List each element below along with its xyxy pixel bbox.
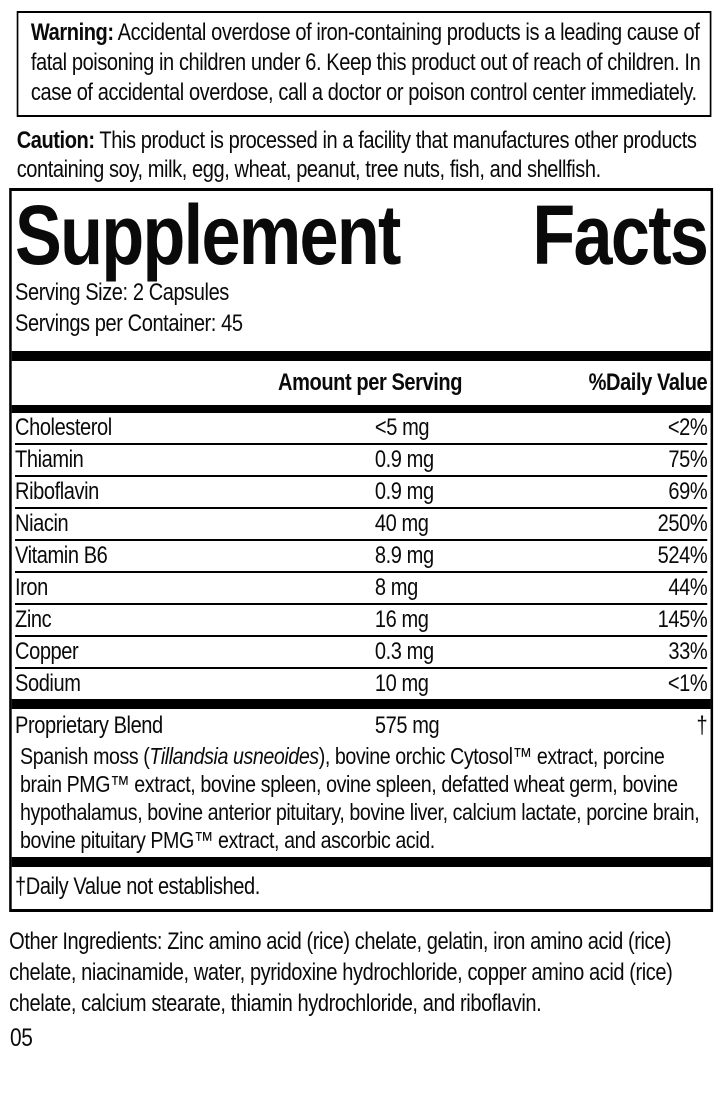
nutrient-name: Vitamin B6 [15,542,108,569]
nutrient-table [12,413,711,699]
supplement-facts-title-text: Supplement Facts [15,188,708,282]
nutrient-daily-value: 44% [668,574,708,601]
blend-description [12,742,711,857]
nutrient-amount: 40 mg [374,510,429,537]
nutrient-daily-value: 75% [668,446,708,473]
nutrient-daily-value: <2% [667,414,708,441]
divider-bar-thin [12,405,711,413]
nutrient-name: Copper [15,638,79,665]
blend-daily-value: † [696,711,708,739]
other-ingredients-paragraph [9,926,720,1019]
nutrient-amount: 0.3 mg [374,638,434,665]
serving-size: Serving Size: 2 Capsules [15,279,229,306]
nutrient-daily-value: 524% [657,542,708,569]
supplement-facts-panel [9,188,713,912]
nutrient-amount: 0.9 mg [374,478,434,505]
nutrient-name: Zinc [15,606,52,633]
column-header-daily-value: %Daily Value [588,369,708,396]
warning-box [17,11,712,117]
column-header-amount: Amount per Serving [278,369,463,396]
nutrient-amount: 8 mg [374,574,418,601]
caution-label: Caution: [16,127,95,154]
nutrient-daily-value: 33% [668,638,708,665]
table-row [15,443,707,475]
nutrient-daily-value: 250% [657,510,708,537]
divider-bar-thick [12,351,711,361]
table-row [15,635,707,667]
table-row [15,603,707,635]
nutrient-amount: <5 mg [374,414,430,441]
nutrient-daily-value: 145% [657,606,708,633]
blend-description-start: Spanish moss ( [20,743,150,769]
proprietary-blend-row [12,709,711,742]
serving-info [12,277,711,339]
label-code: 05 [10,1024,33,1052]
table-row [15,475,707,507]
caution-paragraph [17,126,712,184]
nutrient-amount: 8.9 mg [374,542,434,569]
blend-name: Proprietary Blend [15,711,163,739]
servings-per-container: Servings per Container: 45 [15,310,243,337]
other-ingredients-text: Zinc amino acid (rice) chelate, gelatin, iron amino acid (rice) chelate, niacinamide, water, pyridoxine hydrochloride, copper amino acid (rice) chelate, calcium stearate, thiamin hydrochloride, and riboflavin. [9,928,673,1017]
table-row [15,507,707,539]
nutrient-name: Cholesterol [15,414,112,441]
warning-label: Warning: [30,19,114,46]
nutrient-daily-value: <1% [667,670,708,697]
nutrient-amount: 0.9 mg [374,446,434,473]
blend-amount: 575 mg [374,711,440,739]
other-ingredients-label: Other Ingredients: [9,928,163,955]
nutrient-name: Thiamin [15,446,84,473]
nutrient-name: Sodium [15,670,81,697]
table-row [15,667,707,699]
divider-bar-thick [12,857,711,867]
table-row [15,571,707,603]
warning-text: Accidental overdose of iron-containing products is a leading cause of fatal poisoning in children under 6. Keep this product out of reach of children. In case of accidental overdose, call a doctor or poison control center immediately. [30,19,701,106]
label-content [0,11,720,1052]
table-row [15,413,707,443]
divider-bar-thick [12,699,711,709]
nutrient-amount: 10 mg [374,670,429,697]
blend-species-italic: Tillandsia usneoides [149,743,319,769]
supplement-facts-title [12,188,711,282]
caution-text: This product is processed in a facility that manufactures other products containing soy, milk, egg, wheat, peanut, tree nuts, fish, and shellfish. [16,127,697,183]
nutrient-amount: 16 mg [374,606,429,633]
table-row [15,539,707,571]
daily-value-footnote: †Daily Value not established. [15,873,260,900]
table-header-row [12,361,711,405]
nutrient-daily-value: 69% [668,478,708,505]
nutrient-name: Riboflavin [15,478,99,505]
blend-description-rest: ), bovine orchic Cytosol™ extract, porcine brain PMG™ extract, bovine spleen, ovine spleen, defatted wheat germ, bovine hypothalamus, bovine anterior pituitary, bovine liver, calcium lactate, porcine brain, bovine pituitary PMG™ extract, and ascorbic acid. [20,743,700,853]
nutrient-name: Niacin [15,510,69,537]
nutrient-name: Iron [15,574,48,601]
